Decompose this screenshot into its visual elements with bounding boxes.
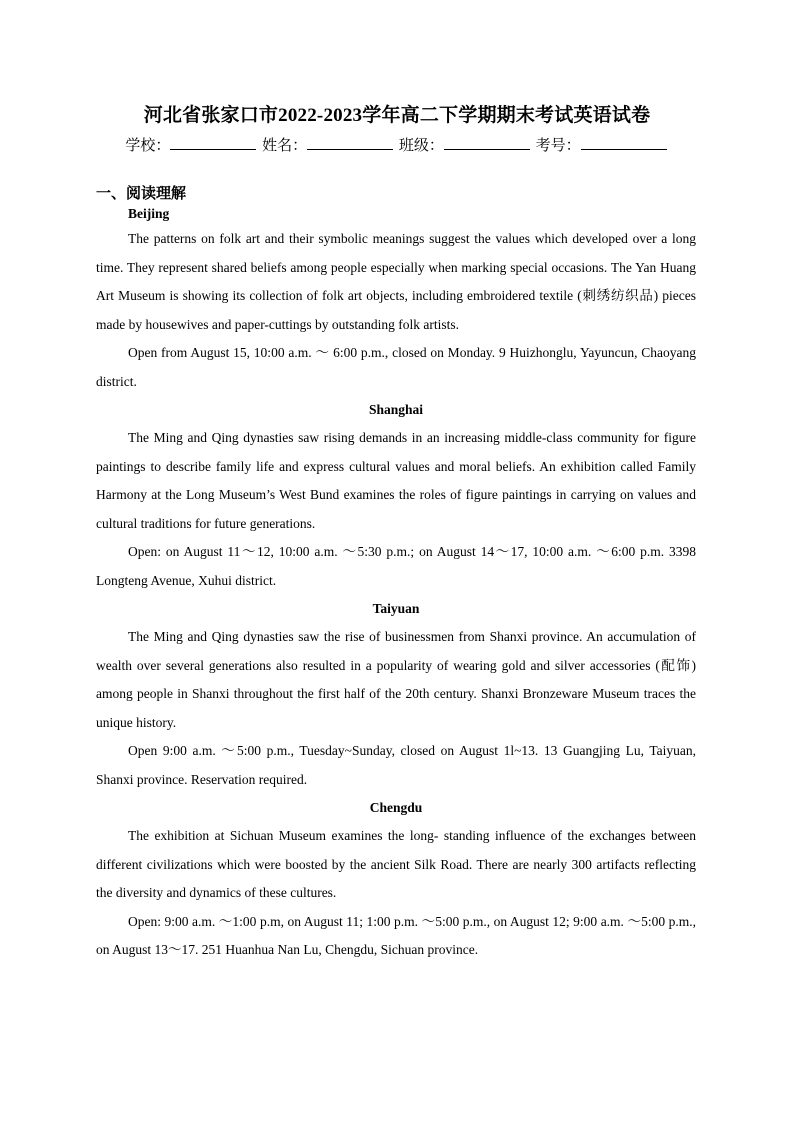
city-heading-taiyuan: Taiyuan bbox=[372, 601, 420, 616]
passage-paragraph: The patterns on folk art and their symbolic meanings suggest the values which developed over a long time. They represent shared beliefs among people especially when marking special occasions. The Yan Huang Art Museum is showing its collection of folk art objects, including embroidered textile (刺绣纺织品) pieces made by housewives and paper-cuttings by outstanding folk artists. bbox=[96, 231, 696, 332]
name-label: 姓名： bbox=[262, 138, 308, 154]
exam-number-blank[interactable] bbox=[581, 135, 667, 150]
passage-paragraph: The Ming and Qing dynasties saw the rise of businessmen from Shanxi province. An accumulation of wealth over several generations also resulted in a popularity of wearing gold and silver accessories (配饰) among people in Shanxi throughout the first half of the 20th century. Shanxi Bronzeware Museum traces the unique history. bbox=[96, 629, 696, 730]
passage-paragraph: The Ming and Qing dynasties saw rising demands in an increasing middle-class community for figure paintings to describe family life and express cultural values and moral beliefs. An exhibition called Family Harmony at the Long Museum’s West Bund examines the roles of figure paintings in carrying on values and cultural traditions for future generations. bbox=[96, 430, 696, 531]
exhibition-info: Open: 9:00 a.m. ～1:00 p.m, on August 11; 1:00 p.m. ～5:00 p.m., on August 12; 9:00 a.m. ～5:00 p.m., on August 13～17. 251 Huanhua Nan Lu, Chengdu, Sichuan province. bbox=[96, 913, 696, 957]
school-label: 学校： bbox=[125, 138, 171, 154]
section-heading: 一、阅读理解 bbox=[96, 186, 187, 202]
class-label: 班级： bbox=[398, 138, 444, 154]
city-heading-beijing: Beijing bbox=[128, 206, 170, 221]
exam-title: 河北省张家口市2022-2023学年高二下学期期末考试英语试卷 bbox=[143, 105, 651, 126]
reading-passage bbox=[96, 203, 696, 965]
name-blank[interactable] bbox=[307, 135, 393, 150]
city-heading-shanghai: Shanghai bbox=[368, 402, 424, 417]
student-info-line bbox=[0, 134, 794, 155]
exhibition-info: Open 9:00 a.m. ～5:00 p.m., Tuesday~Sunday, closed on August 1l~13. 13 Guangjing Lu, Taiyuan, Shanxi province. Reservation required. bbox=[96, 743, 696, 787]
passage-paragraph: The exhibition at Sichuan Museum examines the long- standing influence of the exchanges between different civilizations which were boosted by the ancient Silk Road. There are nearly 300 artifacts reflecting the diversity and dynamics of these cultures. bbox=[96, 828, 696, 900]
class-blank[interactable] bbox=[444, 135, 530, 150]
exhibition-info: Open from August 15, 10:00 a.m. ～ 6:00 p.m., closed on Monday. 9 Huizhonglu, Yayuncun, Chaoyang district. bbox=[96, 345, 696, 389]
school-blank[interactable] bbox=[170, 135, 256, 150]
exam-number-label: 考号： bbox=[535, 138, 581, 154]
city-heading-chengdu: Chengdu bbox=[369, 800, 423, 815]
exhibition-info: Open: on August 11～12, 10:00 a.m. ～5:30 p.m.; on August 14～17, 10:00 a.m. ～6:00 p.m. 3398 Longteng Avenue, Xuhui district. bbox=[96, 544, 696, 588]
